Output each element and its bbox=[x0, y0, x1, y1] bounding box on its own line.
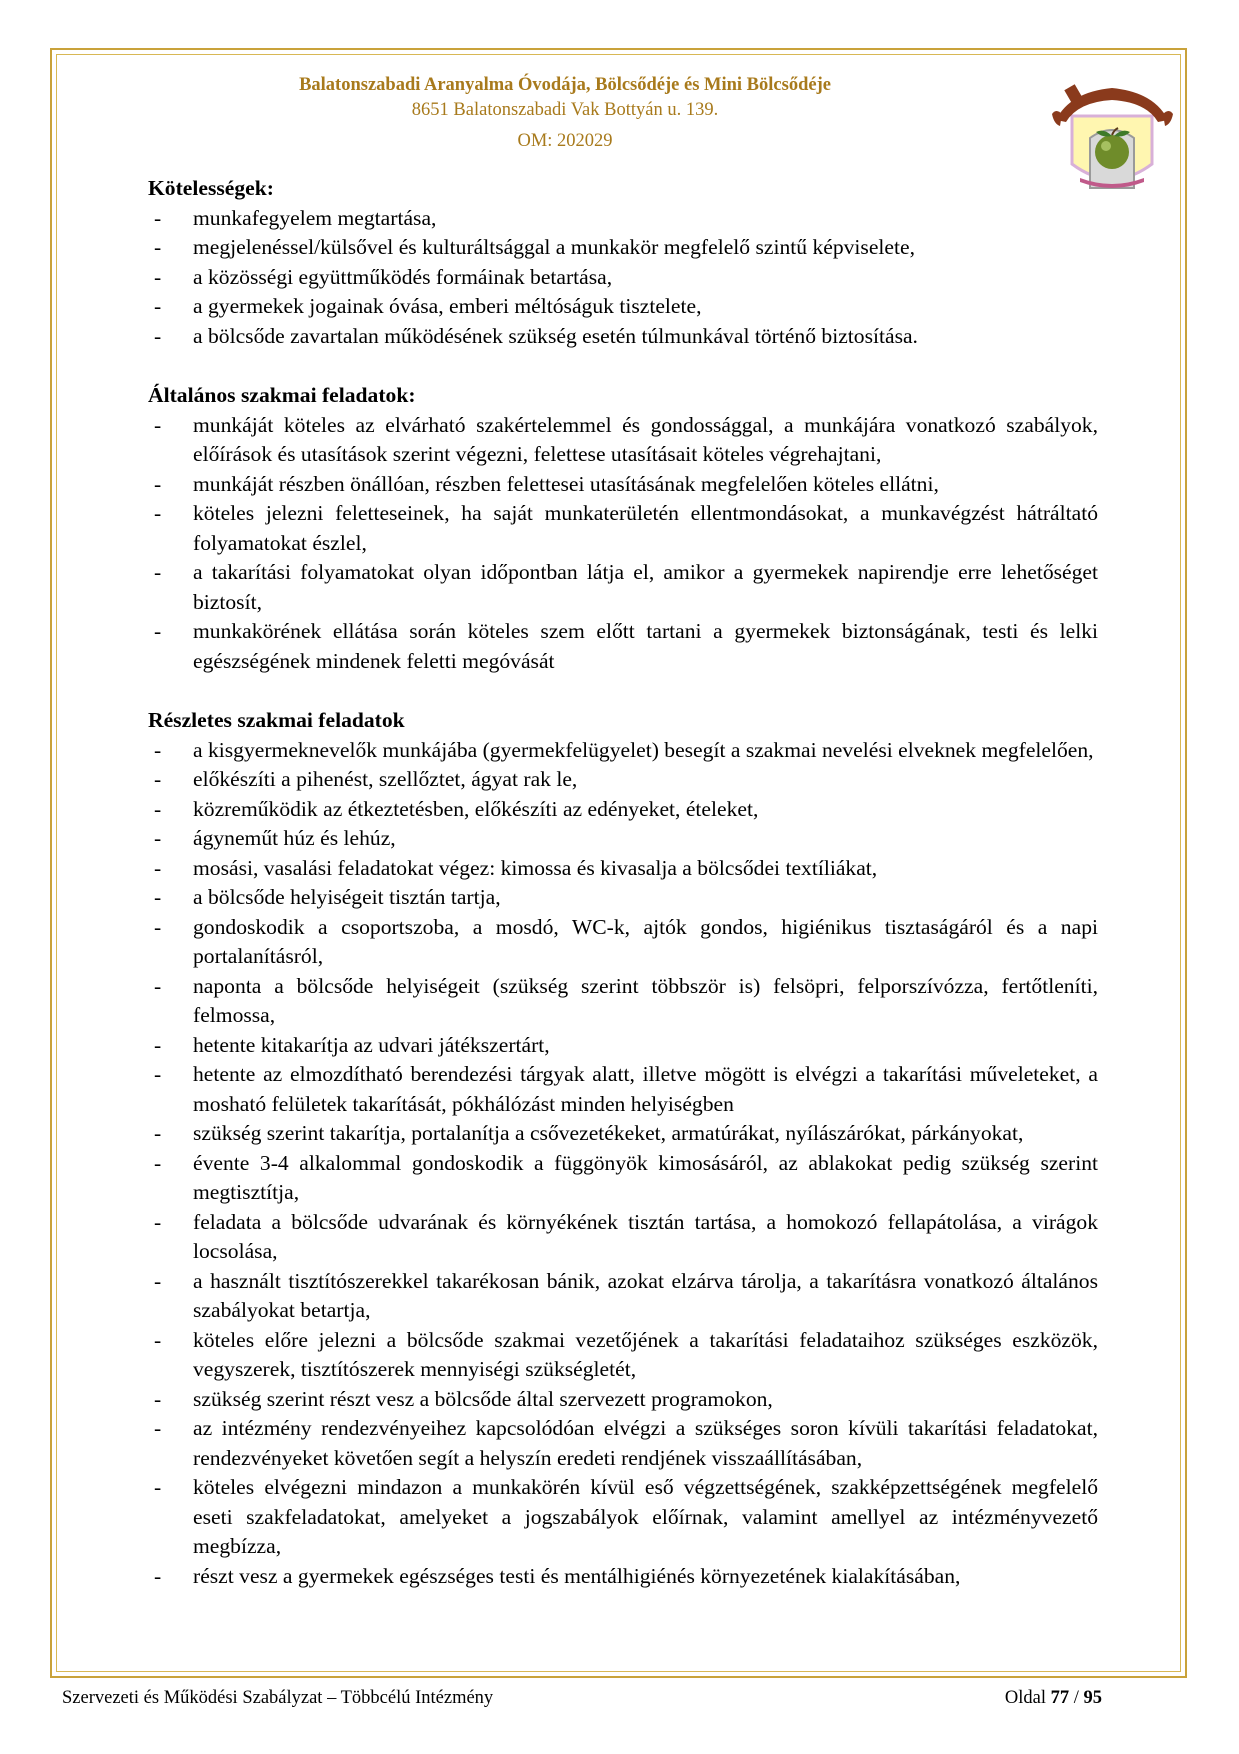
bullet-dash: - bbox=[154, 767, 162, 791]
bullet-dash: - bbox=[154, 205, 162, 230]
bullet-dash: - bbox=[154, 235, 162, 259]
list-item: - köteles elvégezni mindazon a munkakörén kívül eső végzettségének, szakképzettségének megfelelő eseti szakfeladatokat, amelyeket a jogszabályok előírnak, valamint amellyel az intézményvezető megbízza, bbox=[154, 1475, 1098, 1558]
bullet-dash: - bbox=[154, 1150, 162, 1175]
bullet-dash: - bbox=[154, 826, 162, 850]
list-item: - a takarítási folyamatokat olyan időpontban látja el, amikor a gyermekek napirendje erre lehetőséget biztosít, bbox=[154, 560, 1098, 614]
institution-address: 8651 Balatonszabadi Vak Bottyán u. 139. bbox=[411, 100, 719, 120]
list-item: - mosási, vasalási feladatokat végez: kimossa és kivasalja a bölcsődei textíliákat, bbox=[148, 854, 1098, 884]
list-item: - a közösségi együttműködés formáinak betartása, bbox=[148, 263, 1098, 293]
document-title: Szervezeti és Működési Szabályzat – Többcélú Intézmény bbox=[62, 1688, 494, 1708]
section-heading-general-tasks: Általános szakmai feladatok: bbox=[148, 383, 416, 407]
bullet-dash: - bbox=[154, 914, 162, 939]
bullet-dash: - bbox=[154, 1475, 162, 1499]
list-item: - munkafegyelem megtartása, bbox=[148, 204, 1098, 234]
obligations-list bbox=[148, 204, 1098, 352]
bullet-dash: - bbox=[154, 796, 162, 821]
list-item: - előkészíti a pihenést, szellőztet, ágyat rak le, bbox=[148, 765, 1098, 795]
list-item: - naponta a bölcsőde helyiségeit (szükség szerint többször is) felsöpri, felporszívózza, fertőtleníti, felmossa, bbox=[154, 973, 1098, 1027]
bullet-dash: - bbox=[154, 294, 162, 318]
detailed-tasks-list bbox=[148, 736, 1098, 1592]
bullet-dash: - bbox=[154, 855, 162, 880]
list-item: - köteles jelezni feletteseinek, ha saját munkaterületén ellentmondásokat, a munkavégzést hátráltató folyamatokat észlel, bbox=[154, 501, 1098, 555]
bullet-dash: - bbox=[154, 1209, 162, 1234]
institution-name: Balatonszabadi Aranyalma Óvodája, Bölcsődéje és Mini Bölcsődéje bbox=[299, 75, 831, 95]
bullet-dash: - bbox=[154, 973, 162, 998]
list-item: - munkáját részben önállóan, részben felettesei utasításának megfelelően köteles ellátni, bbox=[148, 470, 1098, 500]
page-number: Oldal 77 / 95 bbox=[1004, 1688, 1102, 1708]
bullet-dash: - bbox=[154, 737, 162, 762]
list-item: - szükség szerint részt vesz a bölcsőde által szervezett programokon, bbox=[148, 1385, 1098, 1415]
bullet-dash: - bbox=[154, 1416, 162, 1440]
list-item: - részt vesz a gyermekek egészséges testi és mentálhigiénés környezetének kialakításában, bbox=[148, 1562, 1098, 1592]
list-item: - gondoskodik a csoportszoba, a mosdó, WC-k, ajtók gondos, higiénikus tisztaságáról és a napi portalanításról, bbox=[154, 914, 1098, 968]
bullet-dash: - bbox=[154, 412, 162, 437]
bullet-dash: - bbox=[154, 264, 162, 289]
bullet-dash: - bbox=[154, 560, 162, 584]
bullet-dash: - bbox=[154, 1121, 162, 1145]
list-item: - az intézmény rendezvényeihez kapcsolódóan elvégzi a szükséges soron kívüli takarítási feladatokat, rendezvényeket követően segít a helyszín eredeti rendjének visszaállításában, bbox=[154, 1416, 1098, 1470]
list-item: - a bölcsőde zavartalan működésének szükség esetén túlmunkával történő biztosítása. bbox=[148, 322, 1098, 352]
list-item: - feladata a bölcsőde udvarának és környékének tisztán tartása, a homokozó fellapátolása, a virágok locsolása, bbox=[154, 1209, 1098, 1263]
bullet-dash: - bbox=[154, 323, 162, 348]
bullet-dash: - bbox=[154, 1268, 162, 1293]
list-item: - ágyneműt húz és lehúz, bbox=[148, 824, 1098, 854]
section-heading-obligations: Kötelességek: bbox=[148, 176, 274, 200]
list-item: - köteles előre jelezni a bölcsőde szakmai vezetőjének a takarítási feladataihoz szükséges eszközök, vegyszerek, tisztítószerek mennyiségi szükségletét, bbox=[154, 1327, 1098, 1381]
bullet-dash: - bbox=[154, 501, 162, 525]
list-item: - a kisgyermeknevelők munkájába (gyermekfelügyelet) besegít a szakmai nevelési elveknek megfelelően, bbox=[148, 736, 1098, 766]
bullet-dash: - bbox=[154, 1563, 162, 1588]
list-item: - megjelenéssel/külsővel és kulturáltsággal a munkakör megfelelő szintű képviselete, bbox=[148, 233, 1098, 263]
list-item: - munkakörének ellátása során köteles szem előtt tartani a gyermekek biztonságának, testi és lelki egészségének mindenek feletti megóvását bbox=[154, 619, 1098, 673]
list-item: - közreműködik az étkeztetésben, előkészíti az edényeket, ételeket, bbox=[148, 795, 1098, 825]
list-item: - a használt tisztítószerekkel takarékosan bánik, azokat elzárva tárolja, a takarításra vonatkozó általános szabályokat betartja, bbox=[154, 1268, 1098, 1322]
list-item: - hetente az elmozdítható berendezési tárgyak alatt, illetve mögött is elvégzi a takarítási műveleteket, a mosható felületek takarítását, pókhálózást minden helyiségben bbox=[154, 1062, 1098, 1116]
document-body bbox=[148, 174, 1098, 1591]
general-tasks-list bbox=[148, 411, 1098, 677]
bullet-dash: - bbox=[154, 885, 162, 909]
list-item: - évente 3-4 alkalommal gondoskodik a függönyök kimosásáról, az ablakokat pedig szükség szerint megtisztítja, bbox=[154, 1150, 1098, 1204]
bullet-dash: - bbox=[154, 471, 162, 496]
section-heading-detailed-tasks: Részletes szakmai feladatok bbox=[148, 708, 405, 732]
bullet-dash: - bbox=[154, 1327, 162, 1352]
bullet-dash: - bbox=[154, 1032, 162, 1057]
list-item: - a bölcsőde helyiségeit tisztán tartja, bbox=[148, 883, 1098, 913]
letterhead bbox=[160, 72, 970, 154]
list-item: - szükség szerint takarítja, portalanítja a csővezetékeket, armatúrákat, nyílászárókat, párkányokat, bbox=[148, 1119, 1098, 1149]
bullet-dash: - bbox=[154, 619, 162, 643]
list-item: - munkáját köteles az elvárható szakértelemmel és gondossággal, a munkájára vonatkozó szabályok, előírások és utasítások szerint végezni, felettese utasításait köteles végrehajtani, bbox=[154, 412, 1098, 466]
list-item: - a gyermekek jogainak óvása, emberi méltóságuk tisztelete, bbox=[148, 292, 1098, 322]
list-item: - hetente kitakarítja az udvari játékszertárt, bbox=[148, 1031, 1098, 1061]
bullet-dash: - bbox=[154, 1062, 162, 1086]
om-identifier: OM: 202029 bbox=[517, 131, 613, 151]
bullet-dash: - bbox=[154, 1386, 162, 1411]
